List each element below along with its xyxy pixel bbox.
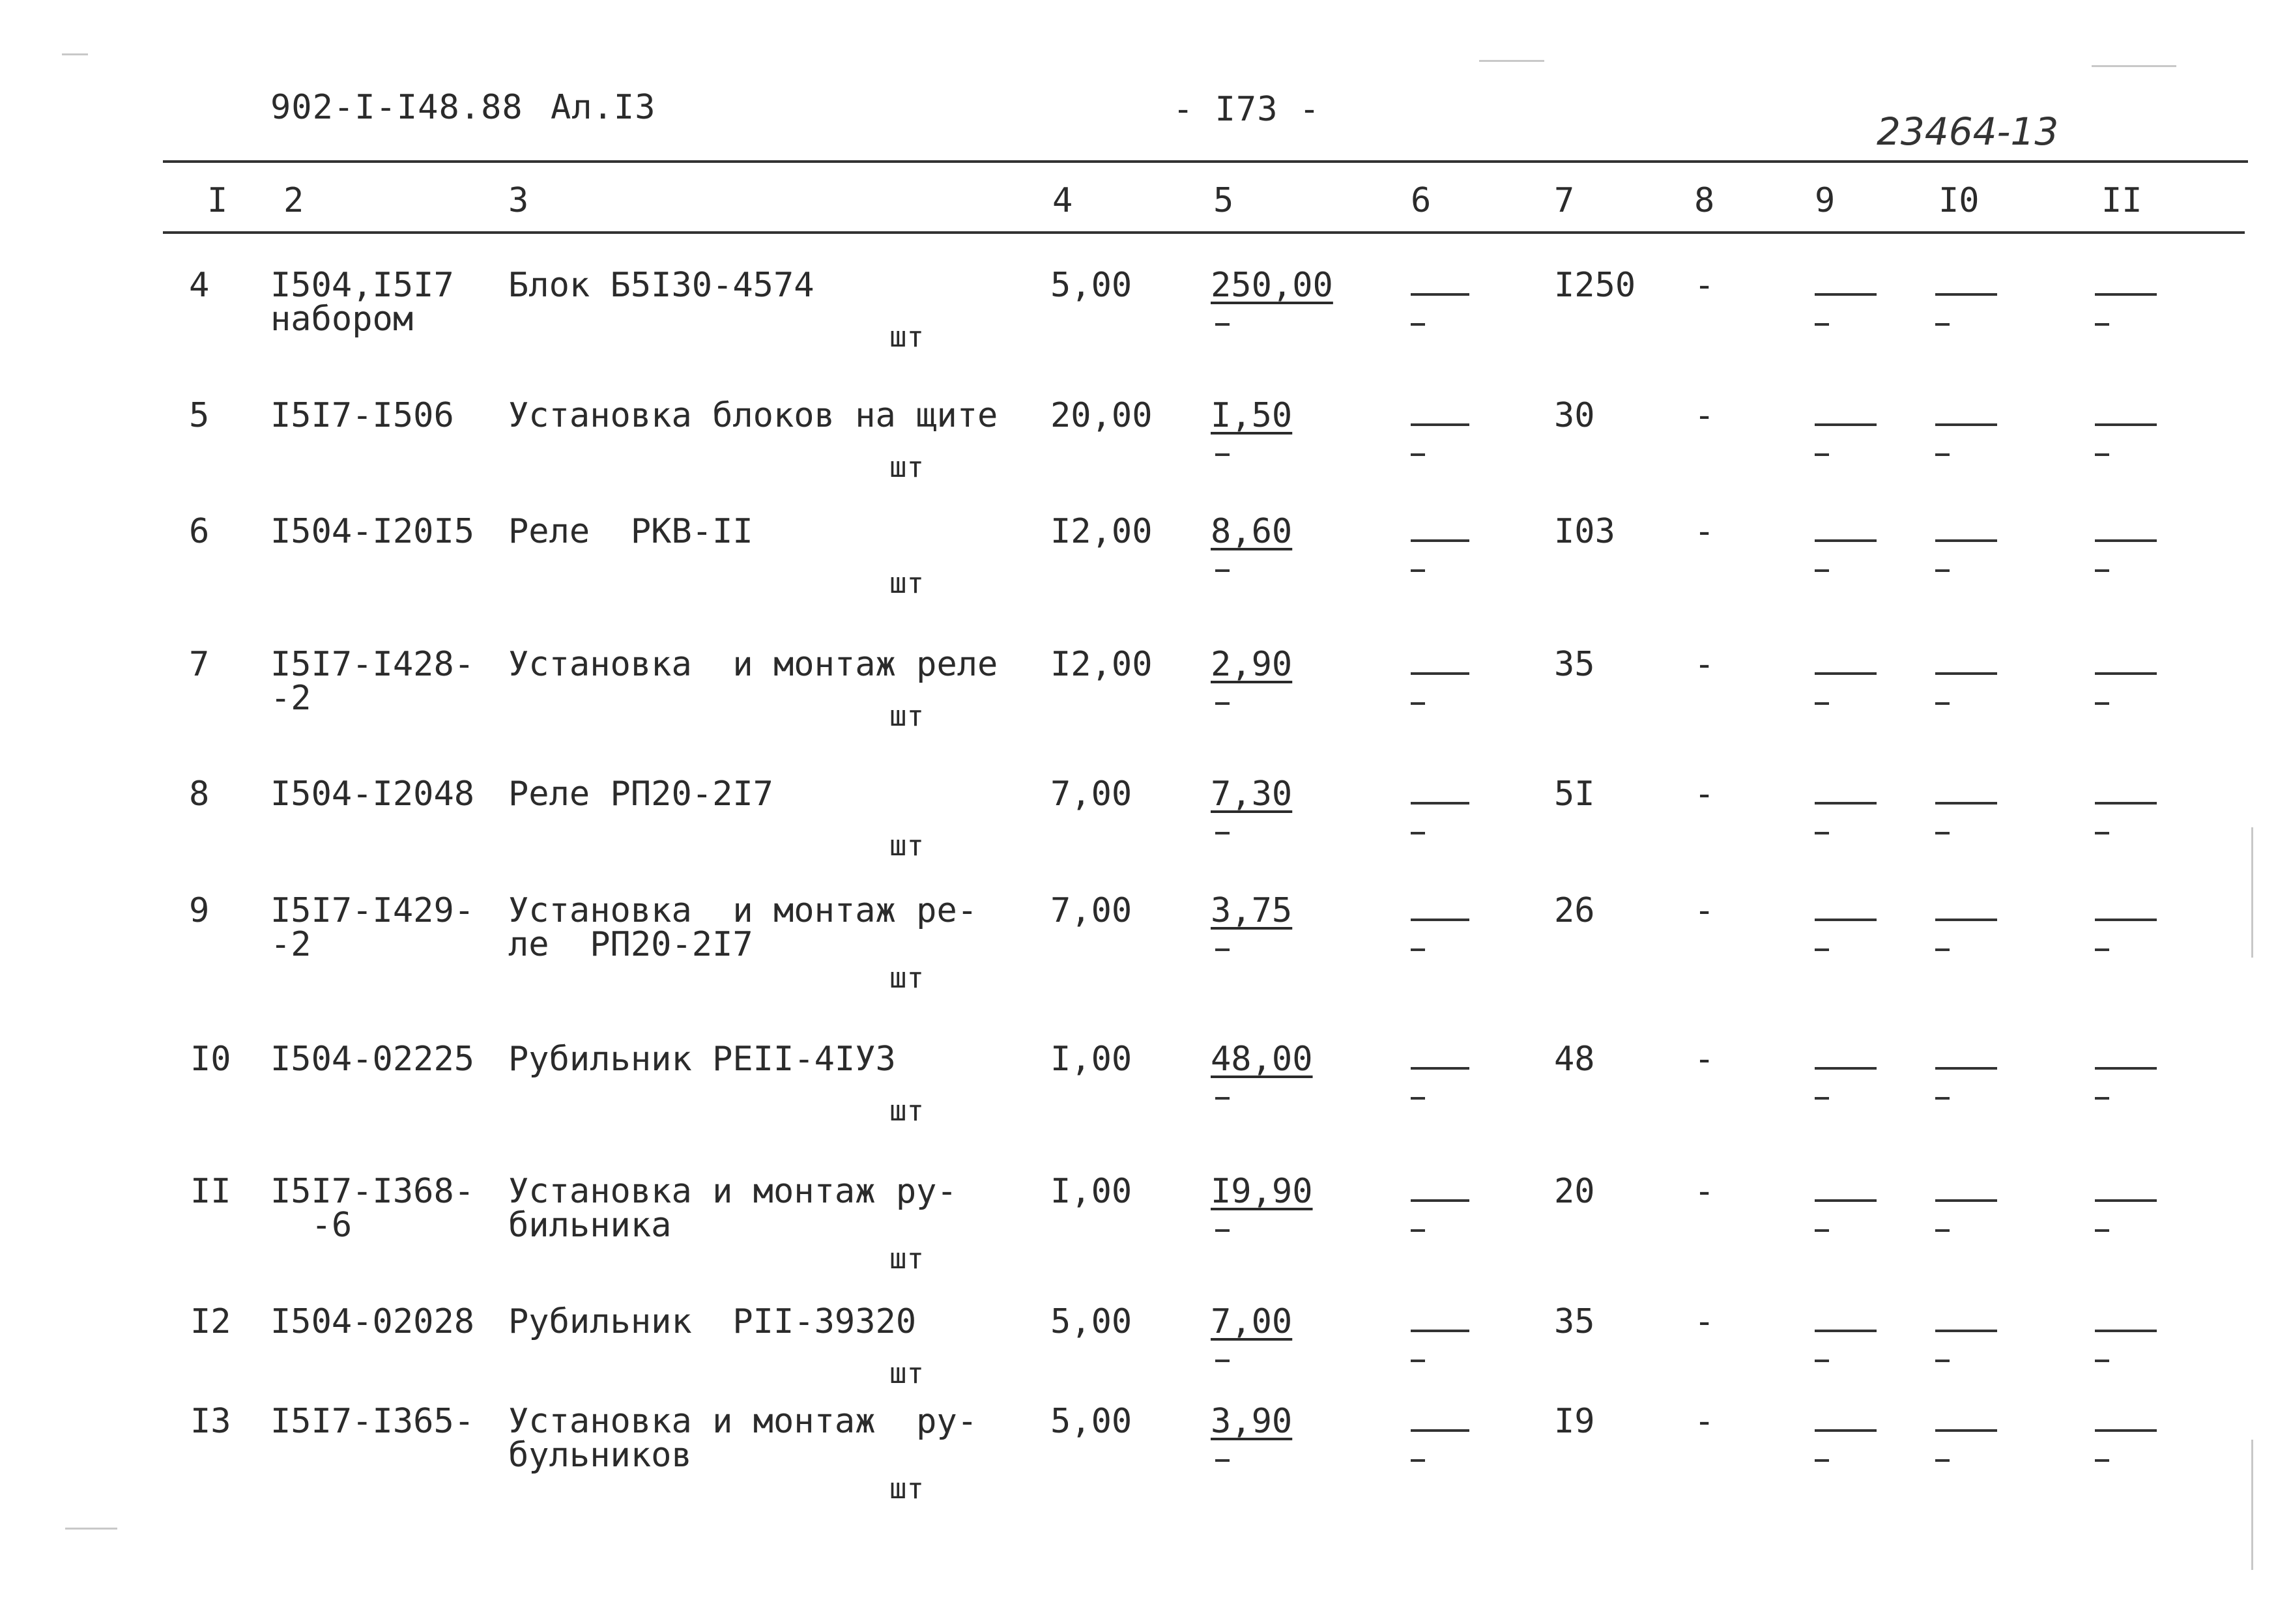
col8-value: - — [1694, 396, 1715, 435]
col11-sub-dash — [2095, 832, 2109, 834]
sub-dash — [1215, 569, 1230, 572]
col9-sub-dash — [1815, 1459, 1829, 1462]
quantity: 5,00 — [1050, 1402, 1132, 1441]
col11-sub-dash — [2095, 1229, 2109, 1232]
col10-dash — [1935, 1199, 1997, 1202]
col11-sub-dash — [2095, 569, 2109, 572]
col10-dash — [1935, 539, 1997, 542]
header-bottom-rule — [163, 231, 2245, 234]
column-header-3: 3 — [508, 181, 529, 220]
price-code: -2 — [270, 679, 311, 718]
item-description: Установка и монтаж ру- — [508, 1402, 978, 1441]
unit-price: 2,90 — [1211, 645, 1293, 684]
item-description: Рубильник РЕII-4IУ3 — [508, 1040, 896, 1079]
sub-dash — [1215, 1097, 1230, 1100]
col11-sub-dash — [2095, 453, 2109, 456]
col11-sub-dash — [2095, 948, 2109, 951]
col6-dash — [1411, 1429, 1469, 1432]
quantity: 5,00 — [1050, 1302, 1132, 1341]
row-number: 8 — [189, 775, 210, 814]
col8-value: - — [1694, 1040, 1715, 1079]
col10-sub-dash — [1935, 702, 1950, 705]
total-cost: I03 — [1554, 512, 1615, 551]
scan-speck — [2251, 827, 2253, 958]
col9-sub-dash — [1815, 832, 1829, 834]
col10-sub-dash — [1935, 1097, 1950, 1100]
col10-sub-dash — [1935, 453, 1950, 456]
total-cost: 5I — [1554, 775, 1595, 814]
col11-sub-dash — [2095, 1459, 2109, 1462]
column-header-11: II — [2101, 181, 2142, 220]
price-code: I5I7-I429- — [270, 891, 475, 930]
col6-sub-dash — [1411, 453, 1425, 456]
row-number: I0 — [190, 1040, 231, 1079]
col10-sub-dash — [1935, 1459, 1950, 1462]
col9-dash — [1815, 1067, 1877, 1070]
col11-sub-dash — [2095, 702, 2109, 705]
sheet-number: Ал.I3 — [551, 88, 656, 127]
col6-sub-dash — [1411, 702, 1425, 705]
col8-value: - — [1694, 775, 1715, 814]
row-number: II — [190, 1172, 231, 1211]
col11-dash — [2095, 1067, 2157, 1070]
scan-speck — [62, 53, 88, 55]
col11-dash — [2095, 293, 2157, 296]
column-header-2: 2 — [283, 181, 304, 220]
row-number: 5 — [189, 396, 210, 435]
unit-of-measure: шт — [889, 829, 924, 862]
price-code: I5I7-I365- — [270, 1402, 475, 1441]
item-description: Реле РП20-2I7 — [508, 775, 773, 814]
col11-sub-dash — [2095, 1360, 2109, 1362]
unit-price: 250,00 — [1211, 266, 1333, 305]
price-code: I504,I5I7 — [270, 266, 454, 305]
col6-dash — [1411, 802, 1469, 805]
col10-dash — [1935, 802, 1997, 805]
page-number: - I73 - — [1173, 90, 1321, 129]
col8-value: - — [1694, 266, 1715, 305]
col6-dash — [1411, 1330, 1469, 1332]
price-code: I5I7-I506 — [270, 396, 454, 435]
total-cost: 35 — [1554, 645, 1595, 684]
price-code: I5I7-I428- — [270, 645, 475, 684]
col6-sub-dash — [1411, 1459, 1425, 1462]
price-code: набором — [270, 300, 414, 339]
col11-dash — [2095, 423, 2157, 426]
column-header-4: 4 — [1052, 181, 1073, 220]
col6-sub-dash — [1411, 323, 1425, 326]
col9-sub-dash — [1815, 569, 1829, 572]
col10-dash — [1935, 293, 1997, 296]
scan-speck — [65, 1528, 117, 1530]
unit-price: 48,00 — [1211, 1040, 1313, 1079]
sub-dash — [1215, 453, 1230, 456]
handwritten-code: 23464-13 — [1877, 109, 2059, 154]
column-header-9: 9 — [1815, 181, 1836, 220]
col9-sub-dash — [1815, 1097, 1829, 1100]
column-header-5: 5 — [1213, 181, 1234, 220]
col10-dash — [1935, 1429, 1997, 1432]
col9-dash — [1815, 1330, 1877, 1332]
col9-sub-dash — [1815, 323, 1829, 326]
item-description: Установка и монтаж ру- — [508, 1172, 957, 1211]
item-description: Реле РКВ-II — [508, 512, 753, 551]
sub-dash — [1215, 1459, 1230, 1462]
col8-value: - — [1694, 512, 1715, 551]
col11-dash — [2095, 672, 2157, 675]
col6-dash — [1411, 423, 1469, 426]
unit-of-measure: шт — [889, 1094, 924, 1128]
unit-price: 3,90 — [1211, 1402, 1293, 1441]
total-cost: 48 — [1554, 1040, 1595, 1079]
price-code: I504-I2048 — [270, 775, 475, 814]
item-description: Рубильник РII-39320 — [508, 1302, 917, 1341]
total-cost: 35 — [1554, 1302, 1595, 1341]
col9-dash — [1815, 539, 1877, 542]
column-header-8: 8 — [1694, 181, 1715, 220]
col6-sub-dash — [1411, 569, 1425, 572]
col10-dash — [1935, 672, 1997, 675]
header-top-rule — [163, 160, 2248, 163]
col9-dash — [1815, 293, 1877, 296]
price-code: I5I7-I368- — [270, 1172, 475, 1211]
unit-price: 8,60 — [1211, 512, 1293, 551]
col6-dash — [1411, 919, 1469, 921]
price-code: I504-I20I5 — [270, 512, 475, 551]
quantity: 20,00 — [1050, 396, 1153, 435]
col6-dash — [1411, 672, 1469, 675]
unit-price: 7,00 — [1211, 1302, 1293, 1341]
col8-value: - — [1694, 1172, 1715, 1211]
row-number: 9 — [189, 891, 210, 930]
sub-dash — [1215, 832, 1230, 834]
unit-of-measure: шт — [889, 321, 924, 354]
price-code: -2 — [270, 925, 311, 964]
col11-sub-dash — [2095, 1097, 2109, 1100]
col6-dash — [1411, 539, 1469, 542]
unit-of-measure: шт — [889, 451, 924, 484]
unit-of-measure: шт — [889, 700, 924, 733]
column-header-10: I0 — [1938, 181, 1980, 220]
col6-sub-dash — [1411, 1229, 1425, 1232]
col10-dash — [1935, 423, 1997, 426]
col9-dash — [1815, 802, 1877, 805]
col6-sub-dash — [1411, 832, 1425, 834]
col6-sub-dash — [1411, 1097, 1425, 1100]
unit-of-measure: шт — [889, 567, 924, 600]
unit-price: 3,75 — [1211, 891, 1293, 930]
total-cost: 26 — [1554, 891, 1595, 930]
col11-sub-dash — [2095, 323, 2109, 326]
price-code: -6 — [270, 1206, 353, 1245]
sub-dash — [1215, 323, 1230, 326]
col9-sub-dash — [1815, 948, 1829, 951]
col6-dash — [1411, 293, 1469, 296]
col9-sub-dash — [1815, 453, 1829, 456]
scan-speck — [2251, 1440, 2253, 1570]
col9-sub-dash — [1815, 702, 1829, 705]
col8-value: - — [1694, 1402, 1715, 1441]
col11-dash — [2095, 1429, 2157, 1432]
row-number: I2 — [190, 1302, 231, 1341]
unit-of-measure: шт — [889, 1472, 924, 1505]
unit-of-measure: шт — [889, 1357, 924, 1390]
col10-sub-dash — [1935, 1229, 1950, 1232]
item-description: бульников — [508, 1436, 692, 1475]
column-header-7: 7 — [1554, 181, 1575, 220]
scan-speck — [2092, 65, 2176, 67]
unit-price: I,50 — [1211, 396, 1293, 435]
col11-dash — [2095, 1330, 2157, 1332]
unit-of-measure: шт — [889, 1242, 924, 1275]
total-cost: I250 — [1554, 266, 1636, 305]
sub-dash — [1215, 1229, 1230, 1232]
col10-sub-dash — [1935, 1360, 1950, 1362]
sub-dash — [1215, 1360, 1230, 1362]
item-description: ле РП20-2I7 — [508, 925, 753, 964]
quantity: I2,00 — [1050, 645, 1153, 684]
item-description: Блок Б5I30-4574 — [508, 266, 814, 305]
col6-sub-dash — [1411, 948, 1425, 951]
col9-sub-dash — [1815, 1229, 1829, 1232]
col11-dash — [2095, 1199, 2157, 1202]
row-number: 7 — [189, 645, 210, 684]
unit-of-measure: шт — [889, 962, 924, 995]
col11-dash — [2095, 919, 2157, 921]
sub-dash — [1215, 948, 1230, 951]
quantity: I2,00 — [1050, 512, 1153, 551]
col8-value: - — [1694, 1302, 1715, 1341]
col10-dash — [1935, 1330, 1997, 1332]
price-code: I504-02225 — [270, 1040, 475, 1079]
row-number: 6 — [189, 512, 210, 551]
col8-value: - — [1694, 645, 1715, 684]
col10-sub-dash — [1935, 569, 1950, 572]
quantity: 7,00 — [1050, 775, 1132, 814]
col9-sub-dash — [1815, 1360, 1829, 1362]
col6-dash — [1411, 1067, 1469, 1070]
col6-dash — [1411, 1199, 1469, 1202]
col11-dash — [2095, 539, 2157, 542]
row-number: I3 — [190, 1402, 231, 1441]
col10-sub-dash — [1935, 832, 1950, 834]
col10-sub-dash — [1935, 323, 1950, 326]
unit-price: I9,90 — [1211, 1172, 1313, 1211]
row-number: 4 — [189, 266, 210, 305]
col11-dash — [2095, 802, 2157, 805]
total-cost: I9 — [1554, 1402, 1595, 1441]
quantity: 7,00 — [1050, 891, 1132, 930]
total-cost: 20 — [1554, 1172, 1595, 1211]
item-description: бильника — [508, 1206, 672, 1245]
column-header-1: I — [207, 181, 228, 220]
total-cost: 30 — [1554, 396, 1595, 435]
col10-dash — [1935, 919, 1997, 921]
col9-dash — [1815, 672, 1877, 675]
col9-dash — [1815, 1429, 1877, 1432]
item-description: Установка и монтаж ре- — [508, 891, 978, 930]
col10-dash — [1935, 1067, 1997, 1070]
quantity: I,00 — [1050, 1172, 1132, 1211]
price-code: I504-02028 — [270, 1302, 475, 1341]
column-header-6: 6 — [1411, 181, 1432, 220]
item-description: Установка и монтаж реле — [508, 645, 998, 684]
col9-dash — [1815, 423, 1877, 426]
quantity: I,00 — [1050, 1040, 1132, 1079]
scan-speck — [1479, 60, 1544, 62]
sub-dash — [1215, 702, 1230, 705]
unit-price: 7,30 — [1211, 775, 1293, 814]
col9-dash — [1815, 1199, 1877, 1202]
item-description: Установка блоков на щите — [508, 396, 998, 435]
col9-dash — [1815, 919, 1877, 921]
col8-value: - — [1694, 891, 1715, 930]
col6-sub-dash — [1411, 1360, 1425, 1362]
doc-code: 902-I-I48.88 — [270, 88, 523, 127]
quantity: 5,00 — [1050, 266, 1132, 305]
col10-sub-dash — [1935, 948, 1950, 951]
